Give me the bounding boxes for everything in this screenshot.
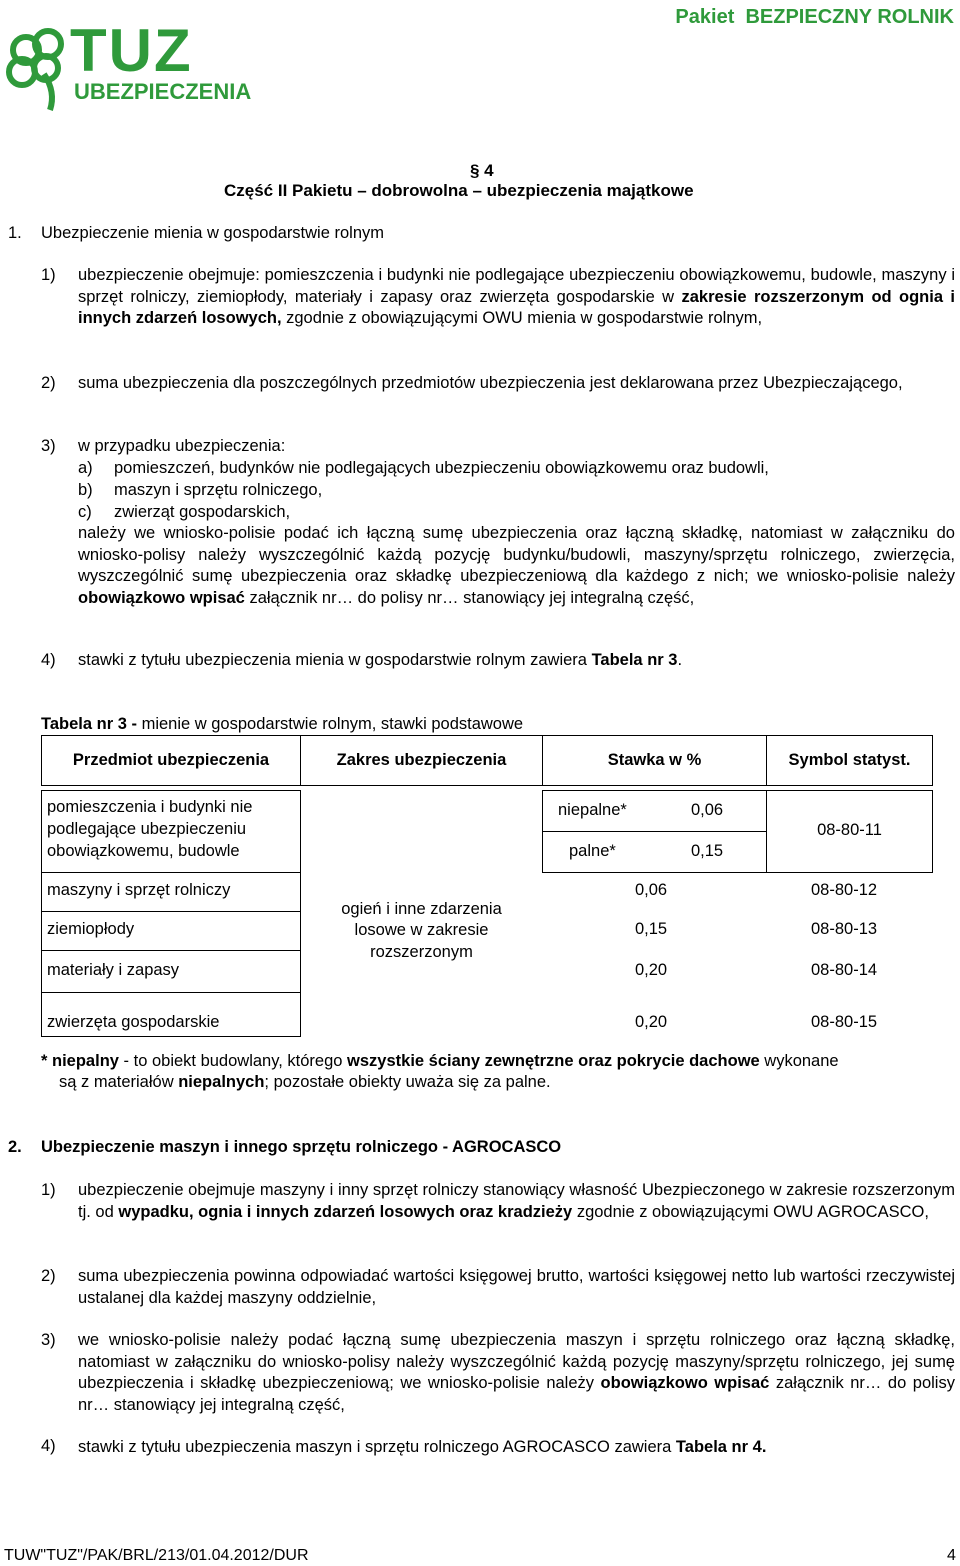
row-symbol: 08-80-14 (811, 961, 878, 979)
section-title: Część II Pakietu – dobrowolna – ubezpieczenia majątkowe (224, 181, 694, 200)
s1-p4: stawki z tytułu ubezpieczenia mienia w gospodarstwie rolnym zawiera Tabela nr 3. (78, 651, 683, 669)
s2-p1-num: 1) (41, 1181, 56, 1199)
s1-p2-num: 2) (41, 374, 56, 392)
s1-p3-intro: w przypadku ubezpieczenia: (78, 437, 286, 455)
footer-code: TUW"TUZ"/PAK/BRL/213/01.04.2012/DUR (4, 1547, 309, 1564)
s1-p4-num: 4) (41, 651, 56, 669)
s1-p3-c-letter: c) (78, 503, 92, 521)
s1-number: 1. (8, 224, 22, 242)
s1-p3-a-text: pomieszczeń, budynków nie podlegających ubezpieczeniu obowiązkowemu oraz budowli, (114, 459, 769, 477)
table3-caption: Tabela nr 3 - mienie w gospodarstwie rolnym, stawki podstawowe (41, 715, 524, 733)
s2-p3: we wniosko-polisie należy podać łączną sumę ubezpieczenia maszyn i sprzętu rolniczego oraz łączną składkę, natomiast w załączniku do wniosko-polisy należy wyszczególnić każdą pozycję maszyny/sprzętu rolniczego, jej sumę ubezpieczenia i składkę ubezpieczeniową; we wniosko-polisie należy obowiązkowo wpisać załącznik nr… do polisy nr… stanowiący jej integralną część, (78, 1331, 955, 1414)
row1-symbol: 08-80-11 (817, 821, 882, 839)
s2-p1: ubezpieczenie obejmuje maszyny i inny sprzęt rolniczy stanowiący własność Ubezpieczonego w zakresie rozszerzonym tj. od wypadku, ognia i innych zdarzeń losowych oraz kradzieży zgodnie z obowiązującymi OWU AGROCASCO, (78, 1181, 955, 1221)
row-symbol: 08-80-15 (811, 1013, 878, 1031)
row1-sub-rate: 0,06 (691, 801, 724, 819)
row1-sub-label: niepalne* (558, 801, 627, 819)
paragraph-symbol: § 4 (470, 161, 494, 180)
row-item: materiały i zapasy (47, 961, 180, 979)
th-scope: Zakres ubezpieczenia (336, 751, 507, 769)
row1-item-line: podlegające ubezpieczeniu (47, 820, 247, 838)
row-item: zwierzęta gospodarskie (47, 1013, 220, 1031)
scope-line: rozszerzonym (370, 943, 473, 961)
rates-table (41, 735, 933, 1037)
row-rate: 0,20 (635, 961, 668, 979)
row1-sub-rate: 0,15 (691, 842, 724, 860)
s1-p1-num: 1) (41, 266, 56, 284)
scope-line: losowe w zakresie (354, 921, 489, 939)
scope-line: ogień i inne zdarzenia (341, 900, 502, 918)
row-item: ziemiopłody (47, 920, 135, 938)
th-rate: Stawka w % (607, 751, 702, 769)
brand-subtitle: UBEZPIECZENIA (74, 79, 252, 104)
page-number: 4 (947, 1547, 956, 1564)
row1-item-line: pomieszczenia i budynki nie (47, 798, 253, 816)
row-rate: 0,15 (635, 920, 668, 938)
row-rate: 0,20 (635, 1013, 668, 1031)
s2-p2: suma ubezpieczenia powinna odpowiadać wartości księgowej brutto, wartości księgowej netto lub wartości rzeczywistej ustalanej dla każdej maszyny oddzielnie, (78, 1267, 955, 1307)
th-symbol: Symbol statyst. (788, 751, 911, 769)
s2-p4-num: 4) (41, 1437, 56, 1455)
brand-name: TUZ (70, 17, 193, 84)
s2-number: 2. (8, 1138, 22, 1156)
s1-p3-body: należy we wniosko-polisie podać ich łączną sumę ubezpieczenia oraz łączną składkę, natomiast w załączniku do wniosko-polisy należy wyszczególnić każdą pozycję budynku/budowli, maszyny/sprzętu rolniczego, zwierzęcia, wyszczególnić sumę ubezpieczenia oraz składkę ubezpieczeniową dla każdego z nich; we wniosko-polisie należy obowiązkowo wpisać załącznik nr… do polisy nr… stanowiący jej integralną część, (78, 524, 955, 607)
tuz-logo (4, 17, 264, 112)
th-item: Przedmiot ubezpieczenia (72, 751, 270, 769)
package-title: Pakiet BEZPIECZNY ROLNIK (675, 6, 954, 28)
s1-p3-num: 3) (41, 437, 56, 455)
row-rate: 0,06 (635, 881, 668, 899)
s2-heading: Ubezpieczenie maszyn i innego sprzętu rolniczego - AGROCASCO (41, 1138, 562, 1156)
s1-p3-c-text: zwierząt gospodarskich, (114, 503, 291, 521)
row1-sub-label: palne* (569, 842, 616, 860)
table3-note-line1: * niepalny - to obiekt budowlany, którego wszystkie ściany zewnętrzne oraz pokrycie dachowe wykonane (41, 1052, 839, 1070)
s2-p4: stawki z tytułu ubezpieczenia maszyn i sprzętu rolniczego AGROCASCO zawiera Tabela nr 4. (78, 1438, 767, 1456)
row-symbol: 08-80-12 (811, 881, 878, 899)
row-item: maszyny i sprzęt rolniczy (47, 881, 231, 899)
s1-heading: Ubezpieczenie mienia w gospodarstwie rolnym (41, 224, 384, 242)
s1-p3-a-letter: a) (78, 459, 93, 477)
s1-p1: ubezpieczenie obejmuje: pomieszczenia i budynki nie podlegające ubezpieczeniu obowiązkowemu, budowle, maszyny i sprzęt rolniczy, ziemiopłody, materiały i zapasy oraz zwierzęta gospodarskie w zakresie rozszerzonym od ognia i innych zdarzeń losowych, zgodnie z obowiązującymi OWU mienia w gospodarstwie rolnym, (78, 266, 955, 327)
s2-p2-num: 2) (41, 1267, 56, 1285)
s1-p3-b-text: maszyn i sprzętu rolniczego, (114, 481, 323, 499)
s2-p3-num: 3) (41, 1331, 56, 1349)
s1-p2: suma ubezpieczenia dla poszczególnych przedmiotów ubezpieczenia jest deklarowana przez Ubezpieczającego, (78, 374, 903, 392)
row-symbol: 08-80-13 (811, 920, 878, 938)
table3-note-line2: są z materiałów niepalnych; pozostałe obiekty uważa się za palne. (59, 1073, 551, 1091)
row1-item-line: obowiązkowemu, budowle (47, 842, 240, 860)
s1-p3-b-letter: b) (78, 481, 93, 499)
